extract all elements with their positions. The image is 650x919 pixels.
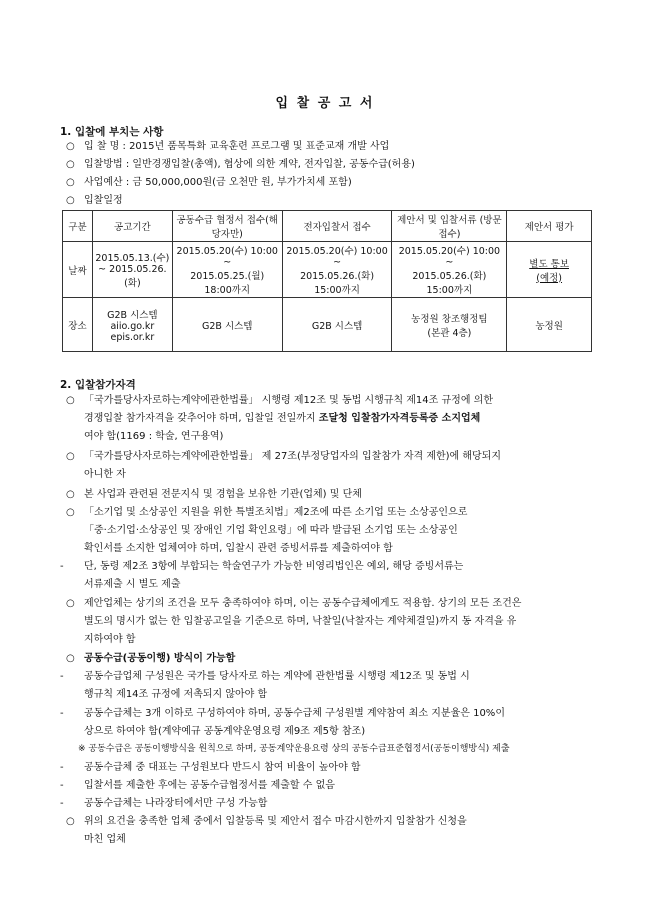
table-cell: G2B 시스템: [282, 298, 392, 352]
list-item: ○ 위의 요건을 충족한 업체 중에서 입찰등록 및 제안서 접수 마감시한까지 입찰참가 신청을: [66, 816, 467, 827]
list-item-continued: 경쟁입찰 참가자격을 갖추어야 하며, 입찰일 전일까지 조달청 입찰참가자격등록증 소지업체: [84, 413, 481, 424]
table-row: [63, 242, 592, 298]
dash-item: - 공동수급업체 구성원은 국가를 당사자로 하는 계약에 관한법률 시행령 제12조 및 동법 시: [60, 671, 470, 682]
list-item-continued: 별도의 명시가 없는 한 입찰공고일을 기준으로 하며, 낙찰일(낙찰자는 계약체결일)까지 동 자격을 유: [84, 616, 517, 627]
table-header: 공고기간: [92, 211, 172, 242]
section-2-heading: 2. 입찰참가자격: [60, 379, 136, 391]
table-header: 구분: [63, 211, 93, 242]
dash-item: - 공동수급체 중 대표는 구성원보다 반드시 참여 비율이 높아야 함: [60, 762, 361, 773]
table-header: 제안서 평가: [507, 211, 592, 242]
dash-item: - 입찰서를 제출한 후에는 공동수급협정서를 제출할 수 없음: [60, 780, 335, 791]
list-item-continued: 서류제출 시 별도 제출: [84, 579, 181, 590]
table-cell: 날짜: [63, 242, 93, 298]
table-cell: 장소: [63, 298, 93, 352]
list-item-continued: 지하여야 함: [84, 634, 136, 645]
list-item: ○ 입찰방법 : 일반경쟁입찰(총액), 협상에 의한 계약, 전자입찰, 공동수급(허용): [66, 159, 415, 170]
list-item-continued: 마친 업체: [84, 834, 126, 845]
list-item: ○ 입찰일정: [66, 195, 123, 206]
dash-item: - 공동수급체는 3개 이하로 구성하여야 하며, 공동수급체 구성원별 계약참여 최소 지분율은 10%이: [60, 708, 505, 719]
table-header: 전자입찰서 접수: [282, 211, 392, 242]
list-item: ○ 공동수급(공동이행) 방식이 가능함: [66, 653, 236, 664]
page-title: 입 찰 공 고 서: [275, 96, 375, 111]
dash-item: - 공동수급체는 나라장터에서만 구성 가능함: [60, 798, 268, 809]
list-item: ○ 사업예산 : 금 50,000,000원(금 오천만 원, 부가가치세 포함): [66, 177, 352, 188]
list-item-continued: 「중·소기업·소상공인 및 장애인 기업 확인요령」에 따라 발급된 소기업 또는 소상공인: [84, 525, 458, 536]
table-cell: 농정원 창조행정팀 (본관 4층): [392, 298, 507, 352]
table-row: [63, 298, 592, 352]
table-cell: 2015.05.20(수) 10:00 ~ 2015.05.26.(화) 15:00까지: [392, 242, 507, 298]
list-item-continued: 아니한 자: [84, 469, 126, 480]
schedule-table: [62, 210, 592, 352]
table-header: 제안서 및 입찰서류 (방문접수): [392, 211, 507, 242]
table-cell: G2B 시스템 aiio.go.kr epis.or.kr: [92, 298, 172, 352]
list-item: ○ 제안업체는 상기의 조건을 모두 충족하여야 하며, 이는 공동수급체에게도 적용함. 상기의 모든 조건은: [66, 598, 522, 609]
list-item-continued: 상으로 하여야 함(계약예규 공동계약운영요령 제9조 제5항 참조): [84, 726, 366, 737]
table-cell: 2015.05.20(수) 10:00 ~ 2015.05.26.(화) 15:00까지: [282, 242, 392, 298]
list-item: ○ 「소기업 및 소상공인 지원을 위한 특별조치법」제2조에 따른 소기업 또는 소상공인으로: [66, 507, 468, 518]
list-item: ○ 본 사업과 관련된 전문지식 및 경험을 보유한 기관(업체) 및 단체: [66, 489, 362, 500]
table-header: 공동수급 협정서 접수(해당자만): [172, 211, 282, 242]
table-cell: 2015.05.20(수) 10:00 ~ 2015.05.25.(월) 18:00까지: [172, 242, 282, 298]
table-cell: 2015.05.13.(수) ~ 2015.05.26.(화): [92, 242, 172, 298]
table-cell: G2B 시스템: [172, 298, 282, 352]
table-cell: 농정원: [507, 298, 592, 352]
list-item-continued: 확인서를 소지한 업체여야 하며, 입찰시 관련 증빙서류를 제출하여야 함: [84, 543, 393, 554]
table-cell: 별도 통보 (예정): [507, 242, 592, 298]
table-header-row: [63, 211, 592, 242]
list-item: ○ 「국가를당사자로하는계약에관한법률」 시행령 제12조 및 동법 시행규칙 제14조 규정에 의한: [66, 395, 493, 406]
list-item-continued: 여야 함(1169 : 학술, 연구용역): [84, 431, 224, 442]
dash-item: - 단, 동령 제2조 3항에 부합되는 학술연구가 가능한 비영리법인은 예외, 해당 증빙서류는: [60, 561, 464, 572]
list-item-continued: 행규칙 제14조 규정에 저촉되지 않아야 함: [84, 689, 268, 700]
list-item: ○ 「국가를당사자로하는계약에관한법률」 제 27조(부정당업자의 입찰참가 자격 제한)에 해당되지: [66, 451, 502, 462]
list-item: ○ 입 찰 명 : 2015년 품목특화 교육훈련 프로그램 및 표준교재 개발 사업: [66, 141, 390, 152]
note: ※ 공동수급은 공동이행방식을 원칙으로 하며, 공동계약운용요령 상의 공동수급표준협정서(공동이행방식) 제출: [78, 744, 510, 754]
section-1-heading: 1. 입찰에 부치는 사항: [60, 126, 164, 138]
